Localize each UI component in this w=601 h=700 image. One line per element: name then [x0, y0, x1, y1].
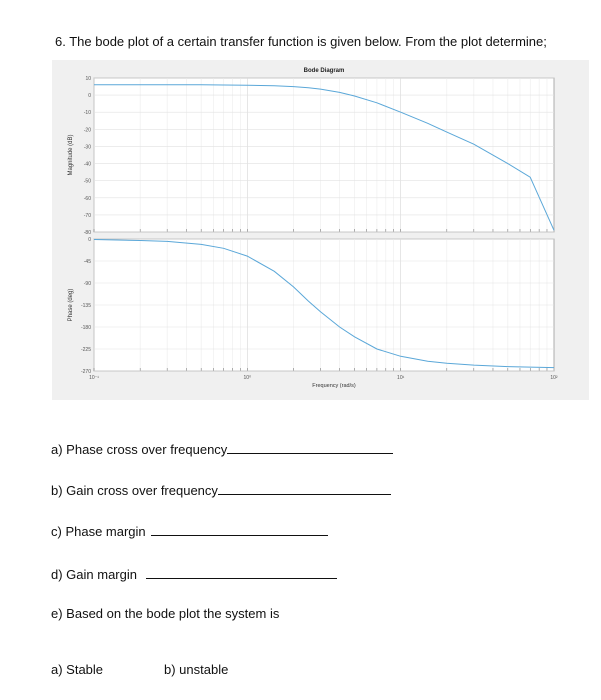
y-tick-label: -80 — [83, 230, 91, 236]
question-label: b) Gain cross over frequency — [51, 483, 218, 498]
question-label: a) Phase cross over frequency — [51, 442, 228, 457]
y-tick-label: -45 — [83, 259, 91, 265]
x-tick-label: 10⁻¹ — [89, 375, 99, 381]
chart-title: Bode Diagram — [303, 68, 345, 74]
y-tick-label: -225 — [80, 347, 91, 353]
y-tick-label: -270 — [80, 369, 91, 375]
y-tick-label: -90 — [83, 281, 91, 287]
y-axis-label-0: Magnitude (dB) — [68, 134, 74, 176]
y-tick-label: 0 — [88, 93, 91, 100]
y-tick-label: -30 — [83, 144, 91, 151]
question-label: d) Gain margin — [51, 567, 137, 582]
x-tick-label: 10⁰ — [243, 375, 252, 381]
x-axis-label: Frequency (rad/s) — [312, 383, 356, 389]
question-gain-crossover — [51, 482, 391, 498]
y-tick-label: -50 — [83, 178, 91, 185]
y-tick-label: -135 — [80, 303, 91, 309]
answer-blank[interactable] — [151, 523, 328, 536]
bode-plot-svg — [52, 60, 589, 400]
choice-unstable[interactable]: b) unstable — [164, 662, 229, 677]
axes-0 — [94, 78, 554, 232]
y-tick-label: -70 — [83, 212, 91, 219]
x-tick-label: 10² — [550, 375, 558, 381]
question-phase-margin — [51, 523, 328, 539]
answer-blank[interactable] — [227, 441, 393, 454]
question-phase-crossover — [51, 441, 393, 457]
y-tick-label: 10 — [85, 76, 91, 82]
answer-blank[interactable] — [146, 566, 337, 579]
question-label: c) Phase margin — [51, 524, 146, 539]
bode-figure — [52, 60, 589, 400]
y-tick-label: -40 — [83, 161, 91, 168]
y-axis-label-1: Phase (deg) — [68, 288, 74, 322]
y-tick-label: -20 — [83, 127, 91, 134]
y-tick-label: 0 — [88, 237, 91, 243]
y-tick-label: -180 — [80, 325, 91, 331]
answer-blank[interactable] — [218, 482, 391, 495]
question-stability — [51, 606, 279, 621]
question-label: e) Based on the bode plot the system is — [51, 606, 280, 621]
y-tick-label: -10 — [83, 110, 91, 117]
choice-stable[interactable]: a) Stable — [51, 662, 104, 677]
question-gain-margin — [51, 566, 337, 582]
y-tick-label: -60 — [83, 195, 91, 202]
question-text: 6. The bode plot of a certain transfer function is given below. From the plot determine; — [55, 34, 547, 49]
x-tick-label: 10¹ — [397, 375, 405, 381]
